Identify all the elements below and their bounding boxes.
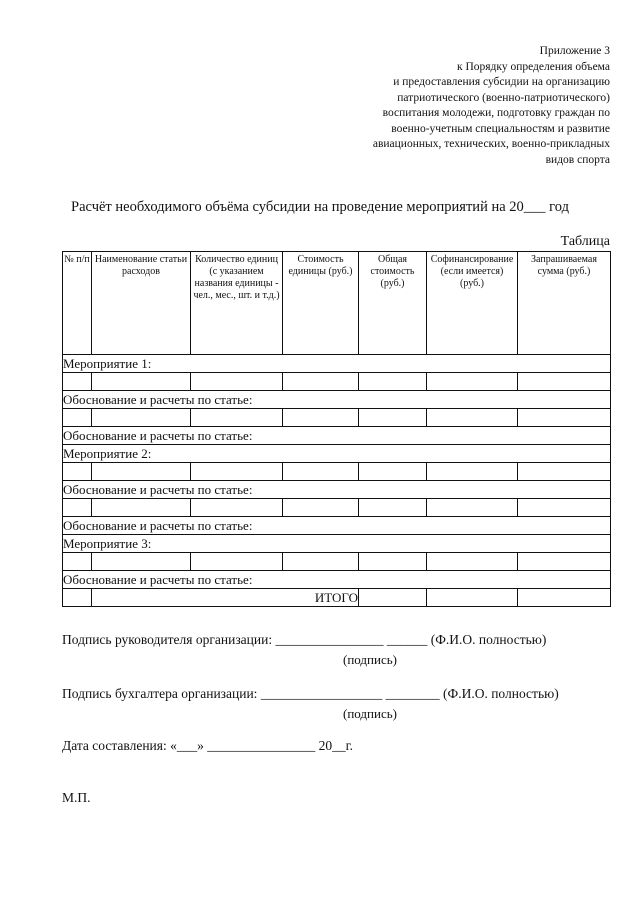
table-cell[interactable] (359, 553, 427, 571)
accountant-signature-caption: (подпись) (343, 706, 397, 721)
table-row (63, 463, 611, 481)
appendix-line: авиационных, технических, военно-прикладных (372, 138, 610, 150)
stamp-placeholder: М.П. (62, 790, 91, 805)
table-row (63, 373, 611, 391)
appendix-line: воспитания молодежи, подготовку граждан по (382, 107, 610, 119)
table-row (63, 427, 611, 445)
total-cell[interactable] (518, 589, 611, 607)
table-label: Таблица (560, 234, 610, 249)
table-row (63, 409, 611, 427)
table-cell[interactable] (283, 409, 359, 427)
table-cell[interactable] (92, 409, 191, 427)
table-cell (63, 589, 92, 607)
column-header: Стоимость единицы (руб.) (283, 252, 359, 355)
column-header: Количество единиц (с указанием названия единицы - чел., мес., шт. и т.д.) (191, 252, 283, 355)
date-line: Дата составления: «___» ________________ 20__г. (62, 738, 354, 753)
head-signature-caption: (подпись) (343, 652, 397, 667)
table-cell[interactable] (92, 499, 191, 517)
column-header: Запрашиваемая сумма (руб.) (518, 252, 611, 355)
table-row (63, 391, 611, 409)
subsidy-table (62, 251, 611, 607)
table-cell[interactable] (427, 499, 518, 517)
table-cell[interactable] (359, 499, 427, 517)
appendix-header (290, 44, 610, 168)
table-cell[interactable] (63, 373, 92, 391)
column-header: № п/п (63, 252, 92, 355)
event-row-label: Мероприятие 2: (63, 445, 611, 463)
table-cell[interactable] (359, 373, 427, 391)
table-cell[interactable] (191, 499, 283, 517)
table-row (63, 499, 611, 517)
justification-row-label: Обоснование и расчеты по статье: (63, 517, 611, 535)
table-row (63, 481, 611, 499)
justification-row-label: Обоснование и расчеты по статье: (63, 571, 611, 589)
table-cell[interactable] (63, 553, 92, 571)
justification-row-label: Обоснование и расчеты по статье: (63, 427, 611, 445)
event-row-label: Мероприятие 3: (63, 535, 611, 553)
table-cell[interactable] (92, 463, 191, 481)
table-cell[interactable] (518, 553, 611, 571)
table-row (63, 571, 611, 589)
table-cell[interactable] (191, 463, 283, 481)
appendix-line: к Порядку определения объема (456, 60, 610, 73)
total-cell[interactable] (427, 589, 518, 607)
document-title: Расчёт необходимого объёма субсидии на проведение мероприятий на 20___ год (71, 199, 569, 215)
table-row (63, 445, 611, 463)
table-cell[interactable] (518, 409, 611, 427)
event-row-label: Мероприятие 1: (63, 355, 611, 373)
head-signature-line: Подпись руководителя организации: ________________ ______ (Ф.И.О. полностью) (62, 632, 547, 647)
total-label: ИТОГО (92, 589, 359, 607)
table-cell[interactable] (283, 373, 359, 391)
table-cell[interactable] (359, 409, 427, 427)
justification-row-label: Обоснование и расчеты по статье: (63, 391, 611, 409)
column-header: Софинансирование (если имеется) (руб.) (427, 252, 518, 355)
column-header: Наименование статьи расходов (92, 252, 191, 355)
total-cell[interactable] (359, 589, 427, 607)
total-row (63, 589, 611, 607)
table-cell[interactable] (427, 409, 518, 427)
accountant-signature-line: Подпись бухгалтера организации: __________________ ________ (Ф.И.О. полностью) (62, 686, 559, 701)
table-cell[interactable] (427, 463, 518, 481)
table-cell[interactable] (518, 499, 611, 517)
table-cell[interactable] (191, 373, 283, 391)
table-cell[interactable] (191, 553, 283, 571)
appendix-line: военно-учетным специальностям и развитие (391, 122, 610, 135)
table-cell[interactable] (63, 409, 92, 427)
table-cell[interactable] (518, 373, 611, 391)
table-cell[interactable] (283, 553, 359, 571)
table-cell[interactable] (518, 463, 611, 481)
table-row (63, 535, 611, 553)
table-cell[interactable] (63, 499, 92, 517)
appendix-line: Приложение 3 (539, 45, 610, 57)
table-cell[interactable] (427, 553, 518, 571)
table-cell[interactable] (92, 553, 191, 571)
table-cell[interactable] (63, 463, 92, 481)
table-cell[interactable] (359, 463, 427, 481)
table-row (63, 553, 611, 571)
table-row (63, 355, 611, 373)
appendix-line: и предоставления субсидии на организацию (393, 76, 610, 88)
appendix-line: патриотического (военно-патриотического) (397, 91, 610, 104)
table-cell[interactable] (191, 409, 283, 427)
table-row (63, 517, 611, 535)
table-cell[interactable] (92, 373, 191, 391)
table-cell[interactable] (427, 373, 518, 391)
table-cell[interactable] (283, 463, 359, 481)
justification-row-label: Обоснование и расчеты по статье: (63, 481, 611, 499)
table-cell[interactable] (283, 499, 359, 517)
column-header: Общая стоимость (руб.) (359, 252, 427, 355)
table-header-row (63, 252, 611, 355)
appendix-line: видов спорта (545, 153, 610, 166)
